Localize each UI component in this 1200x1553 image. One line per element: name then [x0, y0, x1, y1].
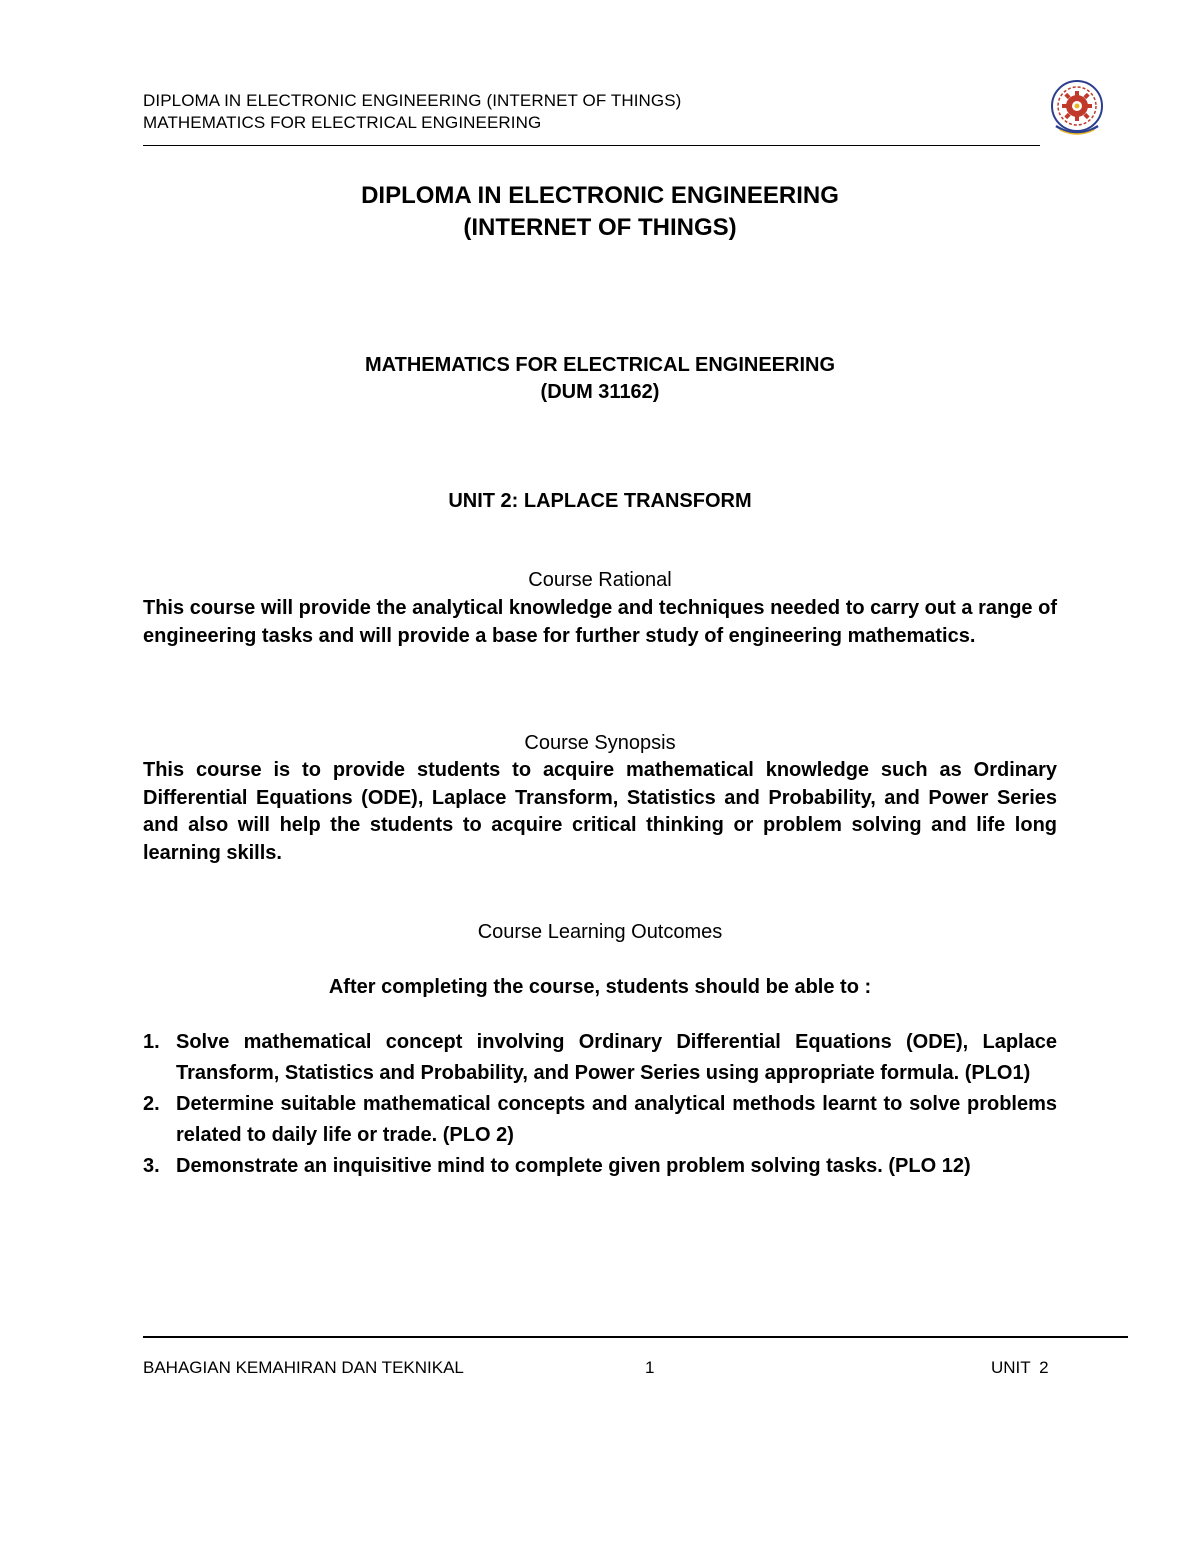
running-header [143, 90, 681, 134]
unit-title: UNIT 2: LAPLACE TRANSFORM [448, 490, 752, 512]
rational-paragraph: This course will provide the analytical knowledge and techniques needed to carry out a range of engineering tasks and will provide a base for further study of engineering mathematics. [143, 597, 1057, 647]
outcomes-list [143, 1027, 1057, 1182]
list-item-text: Solve mathematical concept involving Ordinary Differential Equations (ODE), Laplace Transform, Statistics and Probability, and Power Series using appropriate formula. (PLO1) [176, 1031, 1057, 1084]
outcomes-lead: After completing the course, students should be able to : [328, 976, 872, 998]
page-number: 1 [645, 1358, 655, 1377]
list-item-number: 3. [143, 1155, 160, 1177]
list-item-text: Determine suitable mathematical concepts and analytical methods learnt to solve problems related to daily life or trade. (PLO 2) [176, 1093, 1057, 1146]
list-item-text: Demonstrate an inquisitive mind to complete given problem solving tasks. (PLO 12) [176, 1155, 971, 1177]
list-item-number: 1. [143, 1031, 160, 1053]
header-line-1: DIPLOMA IN ELECTRONIC ENGINEERING (INTERNET OF THINGS) [143, 91, 682, 110]
list-item-number: 2. [143, 1093, 160, 1115]
footer-unit: UNIT 2 [991, 1358, 1049, 1377]
list-item [143, 1089, 1057, 1151]
outcomes-heading: Course Learning Outcomes [477, 921, 723, 943]
title-line-2: (INTERNET OF THINGS) [463, 214, 737, 241]
course-code: (DUM 31162) [540, 381, 660, 403]
institution-seal-gear-icon [1044, 76, 1110, 142]
list-item [143, 1027, 1057, 1089]
synopsis-heading: Course Synopsis [524, 732, 676, 754]
footer-divider [143, 1336, 1128, 1338]
title-line-1: DIPLOMA IN ELECTRONIC ENGINEERING [361, 182, 839, 209]
footer-department: BAHAGIAN KEMAHIRAN DAN TEKNIKAL [143, 1358, 464, 1377]
synopsis-paragraph: This course is to provide students to acquire mathematical knowledge such as Ordinary Differential Equations (ODE), Laplace Transform, Statistics and Probability, and Power Series and also will help the students to acquire critical thinking or problem solving and life long learning skills. [143, 759, 1057, 864]
document-title [143, 180, 1057, 244]
course-name: MATHEMATICS FOR ELECTRICAL ENGINEERING [365, 354, 835, 376]
header-line-2: MATHEMATICS FOR ELECTRICAL ENGINEERING [143, 113, 542, 132]
course-title-block [143, 352, 1057, 406]
rational-heading: Course Rational [528, 569, 672, 591]
list-item [143, 1151, 1057, 1182]
header-divider [143, 145, 1040, 146]
